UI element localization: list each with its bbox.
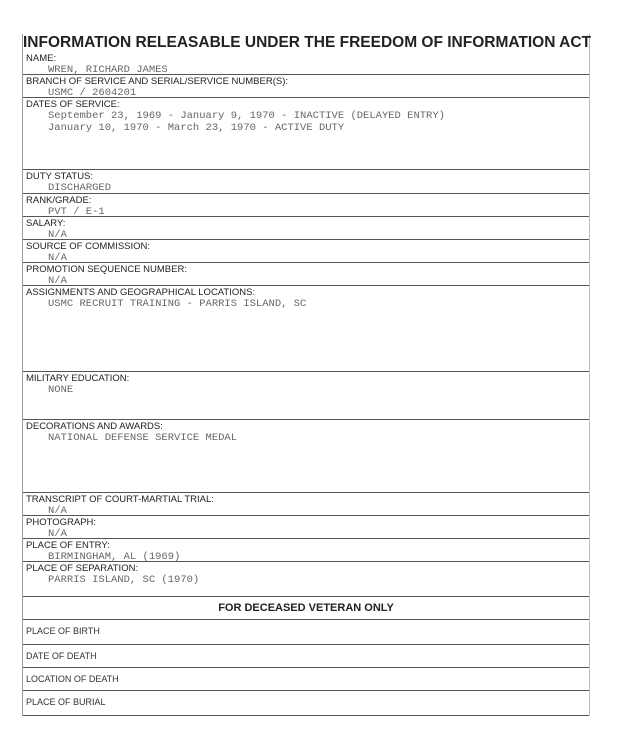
field-row [23, 98, 589, 170]
field-label: BRANCH OF SERVICE AND SERIAL/SERVICE NUMBER(S): [26, 76, 289, 87]
field-label: DATES OF SERVICE: [26, 99, 120, 110]
field-value: NONE [48, 384, 74, 396]
field-row [23, 194, 589, 217]
deceased-row [23, 691, 589, 716]
field-value: January 10, 1970 - March 23, 1970 - ACTIVE DUTY [48, 122, 345, 134]
field-label: PLACE OF ENTRY: [26, 540, 110, 551]
field-row [23, 240, 589, 263]
deceased-label: PLACE OF BURIAL [26, 697, 106, 707]
field-label: SOURCE OF COMMISSION: [26, 241, 151, 252]
field-value: N/A [48, 528, 67, 540]
field-value: WREN, RICHARD JAMES [48, 64, 168, 76]
field-row [23, 286, 589, 372]
field-label: DECORATIONS AND AWARDS: [26, 421, 163, 432]
field-row [23, 516, 589, 539]
field-row [23, 372, 589, 420]
field-row [23, 420, 589, 493]
field-value: N/A [48, 505, 67, 517]
field-label: PLACE OF SEPARATION: [26, 563, 139, 574]
field-row [23, 562, 589, 597]
field-value: USMC RECRUIT TRAINING - PARRIS ISLAND, SC [48, 298, 307, 310]
deceased-row [23, 668, 589, 691]
foia-form [22, 34, 590, 716]
field-row [23, 493, 589, 516]
field-value: N/A [48, 229, 67, 241]
field-label: NAME: [26, 53, 57, 64]
field-label: DUTY STATUS: [26, 171, 94, 182]
deceased-fields [23, 620, 589, 716]
field-value: BIRMINGHAM, AL (1969) [48, 551, 181, 563]
deceased-heading: FOR DECEASED VETERAN ONLY [23, 597, 589, 620]
deceased-row [23, 645, 589, 668]
deceased-label: LOCATION OF DEATH [26, 674, 119, 684]
field-label: RANK/GRADE: [26, 195, 92, 206]
field-value: DISCHARGED [48, 182, 112, 194]
field-label: PROMOTION SEQUENCE NUMBER: [26, 264, 187, 275]
fields [23, 52, 589, 597]
field-label: MILITARY EDUCATION: [26, 373, 130, 384]
deceased-row [23, 620, 589, 645]
field-row [23, 52, 589, 75]
field-label: SALARY: [26, 218, 66, 229]
field-row [23, 170, 589, 194]
field-label: PHOTOGRAPH: [26, 517, 97, 528]
field-value: September 23, 1969 - January 9, 1970 - INACTIVE (DELAYED ENTRY) [48, 110, 445, 122]
field-row [23, 217, 589, 240]
field-row [23, 263, 589, 286]
field-label: TRANSCRIPT OF COURT-MARTIAL TRIAL: [26, 494, 214, 505]
field-label: ASSIGNMENTS AND GEOGRAPHICAL LOCATIONS: [26, 287, 256, 298]
field-value: N/A [48, 252, 67, 264]
deceased-label: PLACE OF BIRTH [26, 626, 100, 636]
form-title: INFORMATION RELEASABLE UNDER THE FREEDOM OF INFORMATION ACT [23, 34, 592, 51]
field-value: N/A [48, 275, 67, 287]
field-row [23, 75, 589, 98]
deceased-label: DATE OF DEATH [26, 651, 97, 661]
field-value: PARRIS ISLAND, SC (1970) [48, 574, 200, 586]
field-value: USMC / 2604201 [48, 87, 137, 99]
field-value: PVT / E-1 [48, 206, 105, 218]
field-row [23, 539, 589, 562]
field-value: NATIONAL DEFENSE SERVICE MEDAL [48, 432, 238, 444]
